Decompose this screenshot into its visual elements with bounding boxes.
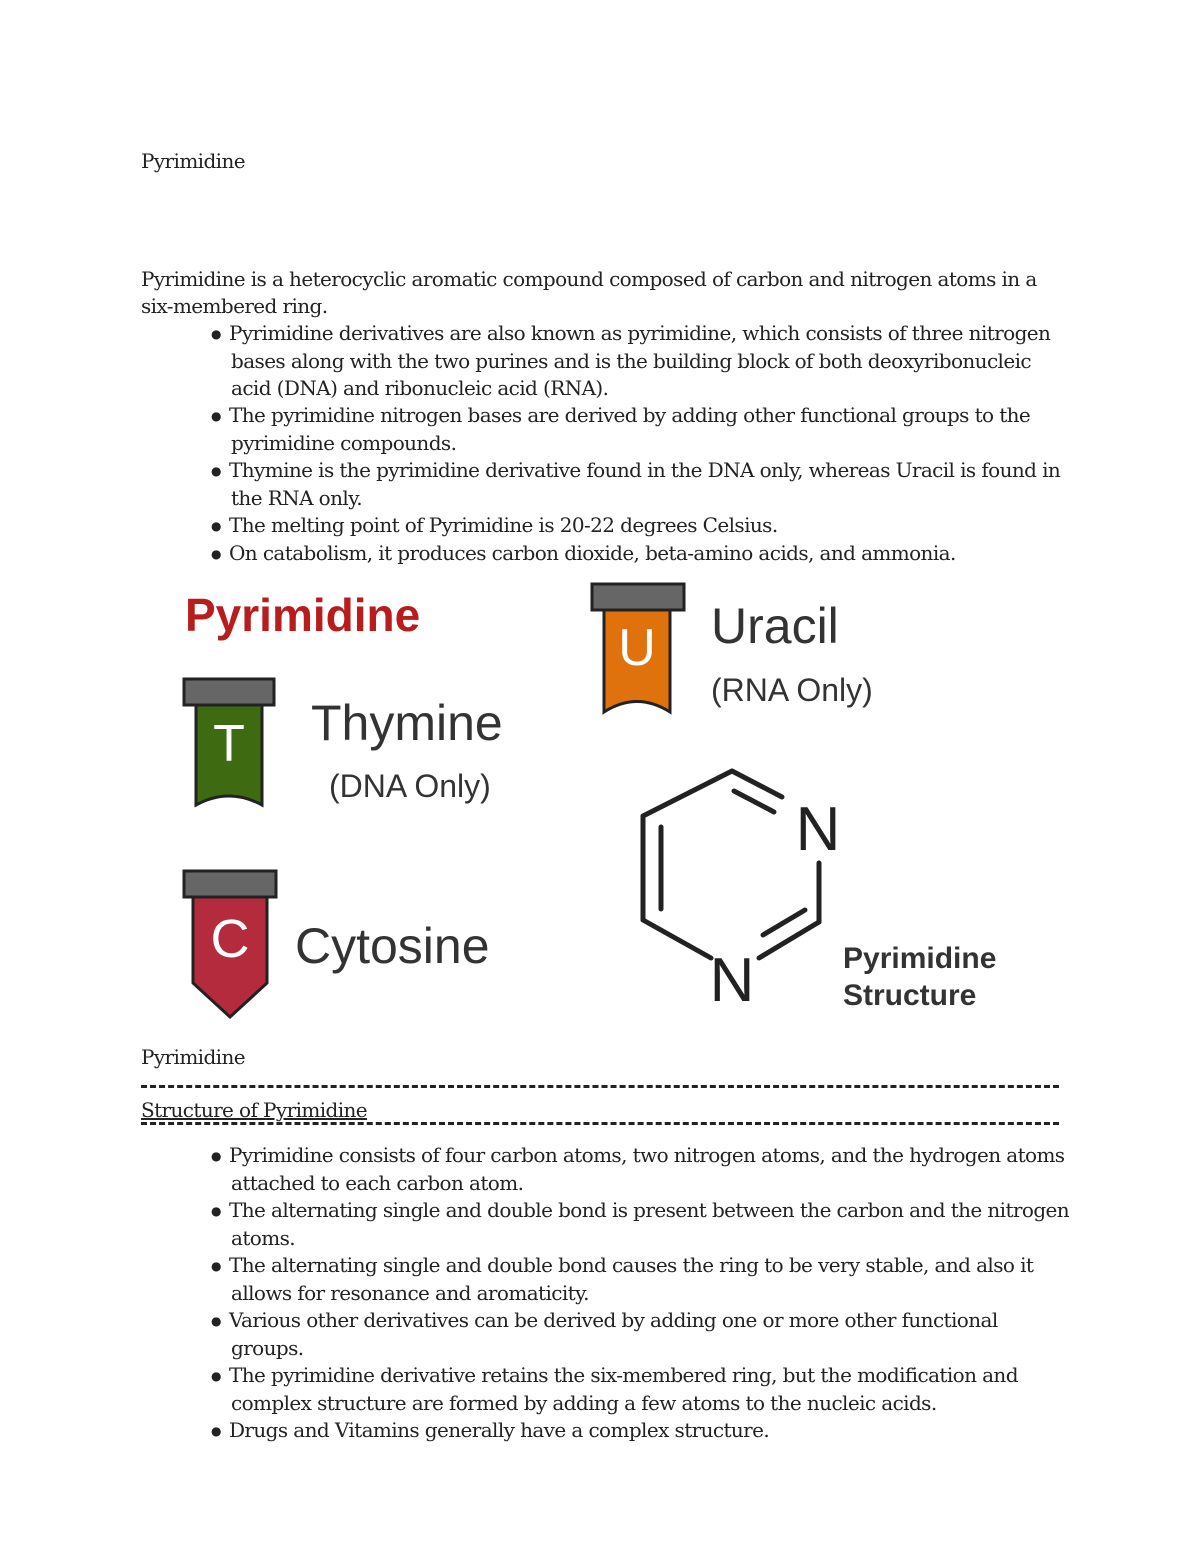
section-heading: Structure of Pyrimidine <box>141 1098 368 1122</box>
thymine-letter: T <box>213 715 245 773</box>
thymine-note: (DNA Only) <box>329 768 491 804</box>
structure-label-line1: Pyrimidine <box>843 942 997 975</box>
ring-atom-bottom: N <box>709 946 755 1015</box>
cytosine-letter: C <box>210 909 250 969</box>
list-item: ● The melting point of Pyrimidine is 20-22 degrees Celsius. <box>193 512 1073 540</box>
page-title: Pyrimidine <box>141 149 245 173</box>
uracil-name: Uracil <box>711 598 839 654</box>
thymine-badge-icon <box>184 679 274 805</box>
uracil-note: (RNA Only) <box>711 672 873 708</box>
structure-label-line2: Structure <box>843 979 977 1012</box>
uracil-badge-icon <box>592 584 684 712</box>
thymine-name: Thymine <box>311 695 503 751</box>
list-item: ● Pyrimidine consists of four carbon atoms, two nitrogen atoms, and the hydrogen atoms attached to each carbon atom. <box>193 1142 1073 1197</box>
figure-heading: Pyrimidine <box>185 589 421 641</box>
properties-list <box>193 320 1073 568</box>
list-item: ● On catabolism, it produces carbon dioxide, beta-amino acids, and ammonia. <box>193 540 1073 568</box>
list-item: ● The alternating single and double bond is present between the carbon and the nitrogen atoms. <box>193 1197 1073 1252</box>
pyrimidine-figure <box>143 565 1058 1040</box>
cytosine-name: Cytosine <box>295 918 490 974</box>
divider <box>141 1085 1059 1088</box>
list-item: ● Pyrimidine derivatives are also known as pyrimidine, which consists of three nitrogen bases along with the two purines and is the building block of both deoxyribonucleic acid (DNA) and ribonucleic acid (RNA). <box>193 320 1073 402</box>
list-item: ● Thymine is the pyrimidine derivative found in the DNA only, whereas Uracil is found in the RNA only. <box>193 457 1073 512</box>
list-item: ● Drugs and Vitamins generally have a complex structure. <box>193 1417 1073 1445</box>
list-item: ● The alternating single and double bond causes the ring to be very stable, and also it allows for resonance and aromaticity. <box>193 1252 1073 1307</box>
divider <box>141 1122 1059 1125</box>
structure-list <box>193 1142 1073 1445</box>
uracil-letter: U <box>618 619 656 677</box>
intro-paragraph: Pyrimidine is a heterocyclic aromatic compound composed of carbon and nitrogen atoms in a six-membered ring. <box>141 267 1037 318</box>
list-item: ● The pyrimidine nitrogen bases are derived by adding other functional groups to the pyrimidine compounds. <box>193 402 1073 457</box>
list-item: ● Various other derivatives can be derived by adding one or more other functional groups. <box>193 1307 1073 1362</box>
ring-atom-top: N <box>795 795 841 864</box>
list-item: ● The pyrimidine derivative retains the six-membered ring, but the modification and complex structure are formed by adding a few atoms to the nucleic acids. <box>193 1362 1073 1417</box>
figure-caption: Pyrimidine <box>141 1045 245 1069</box>
